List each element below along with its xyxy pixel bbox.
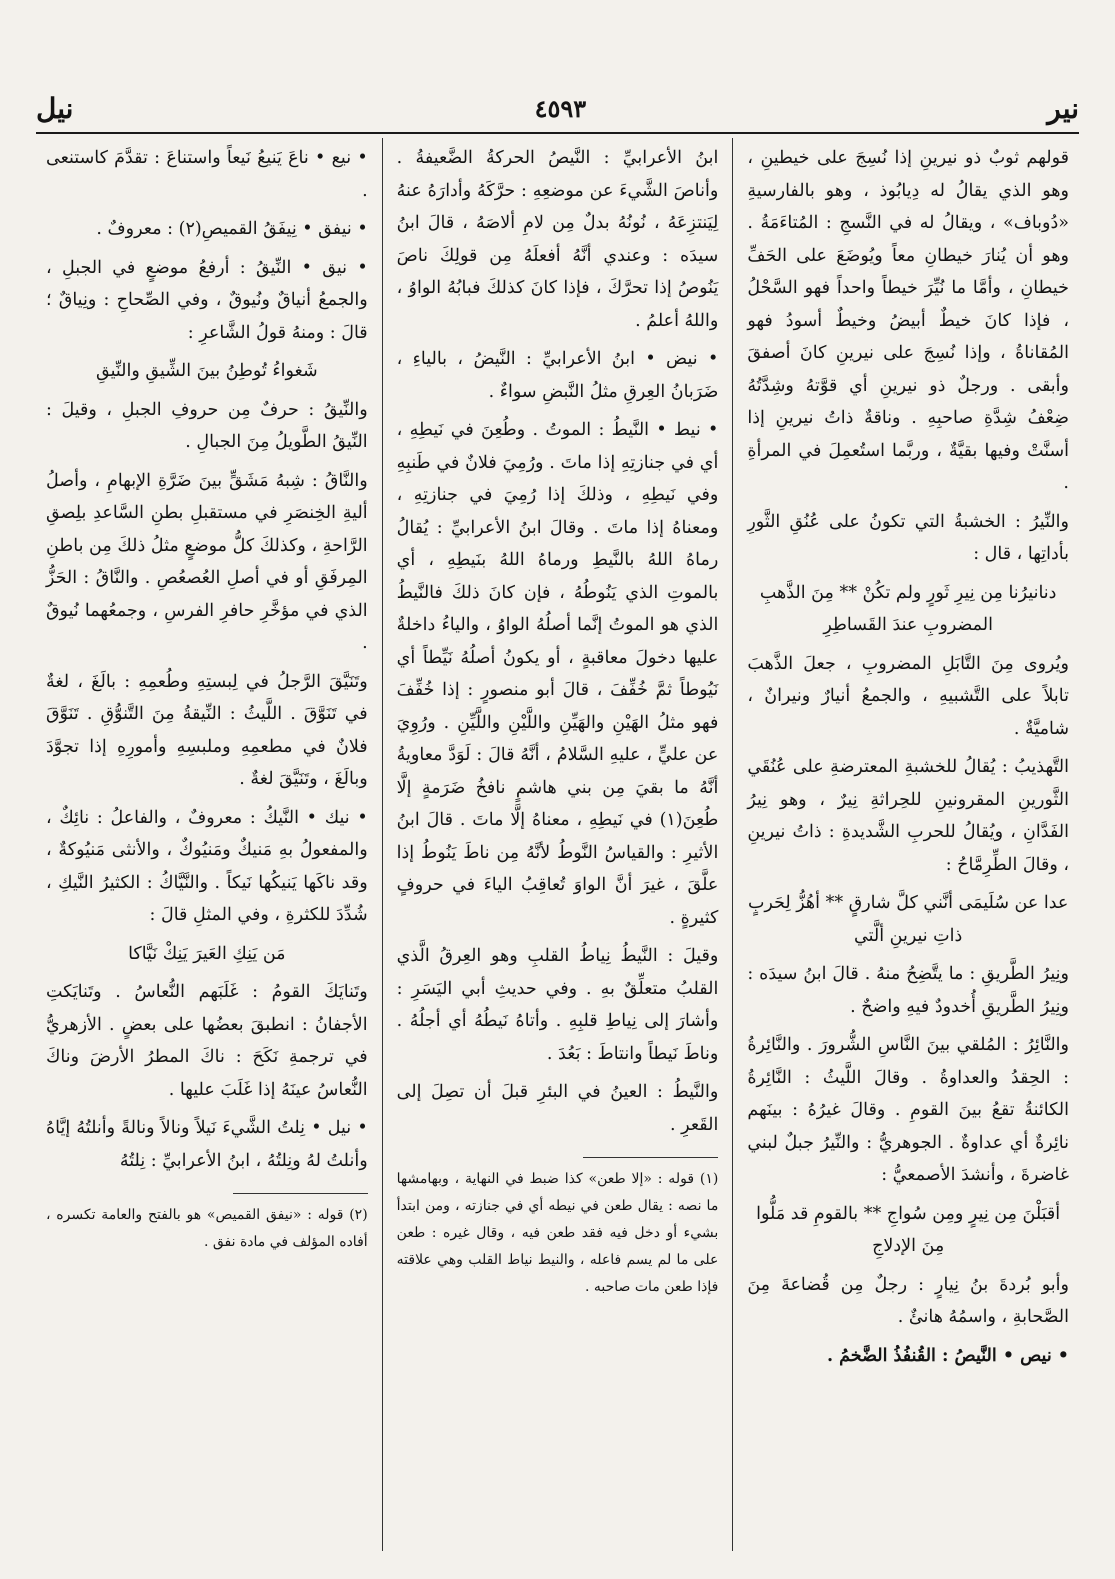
- paragraph: والنَّاقُ : شِبهُ مَشَقٍّ بينَ ضَرَّةِ الإبهامِ ، وأصلُ أليةِ الخِنصَرِ في مستقبلِ بطنِ السَّاعدِ بلِصقِ الرَّاحةِ ، وكذلكَ كلُّ موضعٍ مثلُ ذلكَ مِن باطنِ المِرفَقِ أو في أصلِ العُصعُصِ . والنَّاقُ : الحَزُّ الذي في مؤخَّرِ حافرِ الفرسِ ، وجمعُهما نُيوقٌ .: [45, 470, 368, 653]
- column-middle: [383, 138, 734, 1551]
- paragraph: ويُروى مِنَ التَّابَلِ المضروبِ ، جعلَ الذَّهبَ تابلاً على التَّشبيهِ ، والجمعُ أنيارٌ ونيرانٌ ، شاميَّةٌ .: [747, 653, 1069, 739]
- paragraph: وتَنَيَّقَ الرَّجلُ في لِبستِهِ وطُعمِهِ : بالَغَ ، لغةٌ في تَنَوَّقَ . اللَّيثُ : النِّيقةُ مِنَ التَّنوُّقِ . تَنَوَّقَ فلانٌ في مطعمِهِ وملبسِهِ وأمورِهِ إذا تجوَّدَ وبالَغَ ، وتَنَيَّقَ لغةٌ .: [45, 671, 368, 789]
- column-right: [733, 138, 1083, 1551]
- page-number: ٤٥٩٣: [534, 93, 587, 123]
- verse: عدا عن سُلَيمَى أنَّني كلَّ شارقٍ ** أهُزُّ لِحَربٍ ذاتِ نيرينِ ألَّتي: [747, 893, 1069, 946]
- verse: دنانيرُنا مِن نِيرِ ثَورٍ ولم تكُنْ ** مِنَ الذَّهبِ المضروبِ عندَ القَساطِرِ: [759, 582, 1057, 635]
- footnote-separator: [583, 1157, 718, 1158]
- verse: شَغواءُ تُوطِنُ بينَ الشِّيقِ والنِّيقِ: [96, 361, 318, 381]
- paragraph: وقيلَ : النَّيطُ نِياطُ القلبِ وهو العِرقُ الَّذي القلبُ متعلِّقٌ بهِ . وفي حديثِ أبي اليَسَرِ : وأشارَ إلى نِياطِ قلبِهِ . وأتاهُ نَيطُهُ أي أجلُهُ . وناطَ نَيطاً وانتاطَ : بَعُدَ .: [396, 946, 719, 1064]
- paragraph: وأبو بُردةَ بنُ نِيارٍ : رجلٌ مِن قُضاعةَ مِنَ الصَّحابةِ ، واسمُهُ هانئٌ .: [747, 1274, 1069, 1327]
- entry-nayfaq: • نيفق • نِيفَقُ القميصِ(٢) : معروفٌ .: [96, 219, 368, 239]
- column-left: [32, 138, 383, 1551]
- verse: مَن يَنِكِ العَيرَ يَنِكْ نَيَّاكا: [128, 943, 286, 964]
- paragraph: ابنُ الأعرابيِّ : النَّيصُ الحركةُ الضَّعيفةُ . وأناصَ الشَّيءَ عن موضعِهِ : حرَّكَهُ وأدارَهُ عنهُ لِيَنتزِعَهُ ، نُونُهُ بدلٌ مِن لامِ ألاصَهُ ، قالَ ابنُ سيدَه : وعندي أنَّهُ أفعلَهُ مِن قولِكَ ناصَ يَنُوصُ إذا تحرَّكَ ، فإذا كانَ كذلكَ فبابُهُ الواوُ ، واللهُ أعلمُ .: [396, 148, 719, 331]
- entry-nays: • نيص • النَّيصُ : القُنفُذُ الضَّخمُ .: [826, 1345, 1069, 1366]
- footnote-1: (١) قوله : «إلا طعن» كذا ضبط في النهاية ، وبهامشها ما نصه : يقال طعن في نيطه أي في جنازته ، ومن ابتدأ بشيء أو دخل فيه فقد طعن فيه ، وقال غيره : طعن على ما لم يسم فاعله ، والنيط نياط القلب وهي علاقته فإذا طعن مات صاحبه .: [396, 1171, 719, 1295]
- entry-nayt: • نيط • النَّيطُ : الموتُ . وطُعِنَ في نَيطِهِ ، أي في جنازتِهِ إذا ماتَ . ورُمِيَ فلانٌ في طَنبِهِ وفي نَيطِهِ ، وذلكَ إذا رُمِيَ في جنازتِهِ ، ومعناهُ إذا ماتَ . وقالَ ابنُ الأعرابيِّ : يُقالُ رماهُ اللهُ بالنَّيطِ ورماهُ اللهُ بنَيطِهِ ، أي بالموتِ الذي يَنُوطُهُ ، فإن كانَ ذلكَ فالنَّيطُ الذي هو الموتُ إنَّما أصلُهُ الواوُ ، والياءُ داخلةٌ عليها دخولَ معاقبةٍ ، أو يكونُ أصلُهُ نَيِّطاً أي نَيُوطاً ثمَّ خُفِّفَ ، قالَ أبو منصورٍ : إذا خُفِّفَ فهو مثلُ الهَيْنِ والهَيِّنِ واللَّيْنِ واللَّيِّنِ . ورُوِيَ عن عليٍّ ، عليهِ السَّلامُ ، أنَّهُ قالَ : لَوَدَّ معاويةُ أنَّهُ ما بقيَ مِن بني هاشمٍ نافخُ ضَرَمةٍ إلَّا طُعِنَ(١) في نَيطِهِ ، معناهُ إلَّا ماتَ . قالَ ابنُ الأثيرِ : والقياسُ النَّوطُ لأنَّهُ مِن ناطَ يَنُوطُ إذا علَّقَ ، غيرَ أنَّ الواوَ تُعاقِبُ الياءَ في حروفٍ كثيرةٍ .: [396, 420, 719, 928]
- paragraph: والنَّائِرُ : المُلقي بينَ النَّاسِ الشُّرورَ . والنَّائِرةُ : الحِقدُ والعداوةُ . وقالَ اللَّيثُ : النَّائِرةُ الكائنةُ تقعُ بينَ القومِ . وقالَ غيرُهُ : بينَهم نائِرةٌ أي عداوةٌ . الجوهريُّ : والنِّيرُ جبلٌ لبني غاضرةَ ، وأنشدَ الأصمعيُّ :: [747, 1035, 1069, 1185]
- entry-nayk: • نيك • النَّيكُ : معروفٌ ، والفاعلُ : نائِكٌ ، والمفعولُ بهِ مَنيكٌ ومَنيُوكٌ ، والأنثى مَنيُوكةٌ ، وقد ناكَها يَنيكُها نَيكاً . والنَّيَّاكُ : الكثيرُ النَّيكِ ، شُدِّدَ للكثرةِ ، وفي المثلِ قالَ :: [45, 807, 368, 925]
- header-right-word: نير: [1047, 91, 1079, 125]
- footnote-separator: [233, 1193, 368, 1194]
- text-columns: [32, 138, 1083, 1551]
- entry-nayq: • نيق • النِّيقُ : أرفعُ موضعٍ في الجبلِ ، والجمعُ أنياقٌ ونُيوقٌ ، وفي الصِّحاحِ : ونِياقٌ ؛ قالَ : ومنهُ قولُ الشَّاعرِ :: [45, 257, 368, 343]
- paragraph: ونِيرُ الطَّريقِ : ما يتَّضِحُ منهُ . قالَ ابنُ سيدَه : ونِيرُ الطَّريقِ أُخدودٌ فيهِ واضحٌ .: [747, 964, 1069, 1017]
- entry-nayl: • نيل • نِلتُ الشَّيءَ نَيلاً ونالاً ونالةً وأنلتُهُ إيَّاهُ وأنلتُ لهُ ونِلتُهُ ، ابنُ الأعرابيِّ : نِلتُهُ: [45, 1118, 368, 1171]
- header-left-word: نيل: [36, 91, 74, 125]
- entry-nay: • نيع • ناعَ يَنيعُ نَيعاً واستناعَ : تقدَّمَ كاستنعى .: [45, 148, 368, 201]
- verse: أقبَلْنَ مِن نِيرٍ ومِن سُواجِ ** بالقومِ قد مَلُّوا مِنَ الإدلاجِ: [756, 1203, 1061, 1256]
- paragraph: قولهم ثوبٌ ذو نيرينِ إذا نُسِجَ على خيطينِ ، وهو الذي يقالُ له دِيابُوذ ، وهو بالفارسيةِ «دُوباف» ، ويقالُ له في النَّسجِ : المُتاءَمَةُ . وهو أن يُنارَ خيطانِ معاً ويُوضَعَ على الحَفِّ خيطانِ ، وأمَّا ما نُيِّرَ خيطاً واحداً فهو السَّحْلُ ، فإذا كانَ خيطٌ أبيضُ وخيطٌ أسودُ فهو المُقاناةُ ، وإذا نُسِجَ على نيرينِ كانَ أصفقَ وأبقى . ورجلٌ ذو نيرينِ أي قوَّتهُ وشِدَّتُهُ ضِعْفُ شِدَّةِ صاحبِهِ . وناقةٌ ذاتُ نيرينِ إذا أسنَّتْ وفيها بقيَّةٌ ، وربَّما استُعمِلَ في المرأةِ .: [747, 148, 1069, 493]
- paragraph: والنِّيقُ : حرفٌ مِن حروفِ الجبلِ ، وقيلَ : النِّيقُ الطَّويلُ مِنَ الجبالِ .: [45, 399, 368, 452]
- paragraph: التَّهذيبُ : يُقالُ للخشبةِ المعترضةِ على عُنُقَي الثَّورينِ المقرونينِ للحِراثةِ نِيرٌ ، وهو نِيرُ الفَدَّانِ ، ويُقالُ للحربِ الشَّديدةِ : ذاتُ نيرينِ ، وقالَ الطِّرِمَّاحُ :: [747, 757, 1069, 875]
- paragraph: وتَنايَكَ القومُ : غَلَبَهم النُّعاسُ . وتَنايَكتِ الأجفانُ : انطبقَ بعضُها على بعضٍ . الأزهريُّ في ترجمةِ نَكَحَ : ناكَ المطرُ الأرضَ وناكَ النُّعاسُ عينَهُ إذا غَلَبَ عليها .: [45, 982, 368, 1100]
- entry-nayd: • نيض • ابنُ الأعرابيِّ : النَّيضُ ، بالياءِ ، ضَرَبانُ العِرقِ مثلُ النَّبضِ سواءٌ .: [396, 349, 719, 402]
- footnote-2: (٢) قوله : «نيفق القميص» هو بالفتح والعامة تكسره ، أفاده المؤلف في مادة نفق .: [45, 1207, 368, 1250]
- paragraph: والنَّيطُ : العينُ في البئرِ قبلَ أن تصِلَ إلى القَعرِ .: [396, 1082, 719, 1135]
- page-header: [36, 84, 1079, 134]
- paragraph: والنِّيرُ : الخشبةُ التي تكونُ على عُنُقِ الثَّورِ بأداتِها ، قال :: [747, 511, 1069, 564]
